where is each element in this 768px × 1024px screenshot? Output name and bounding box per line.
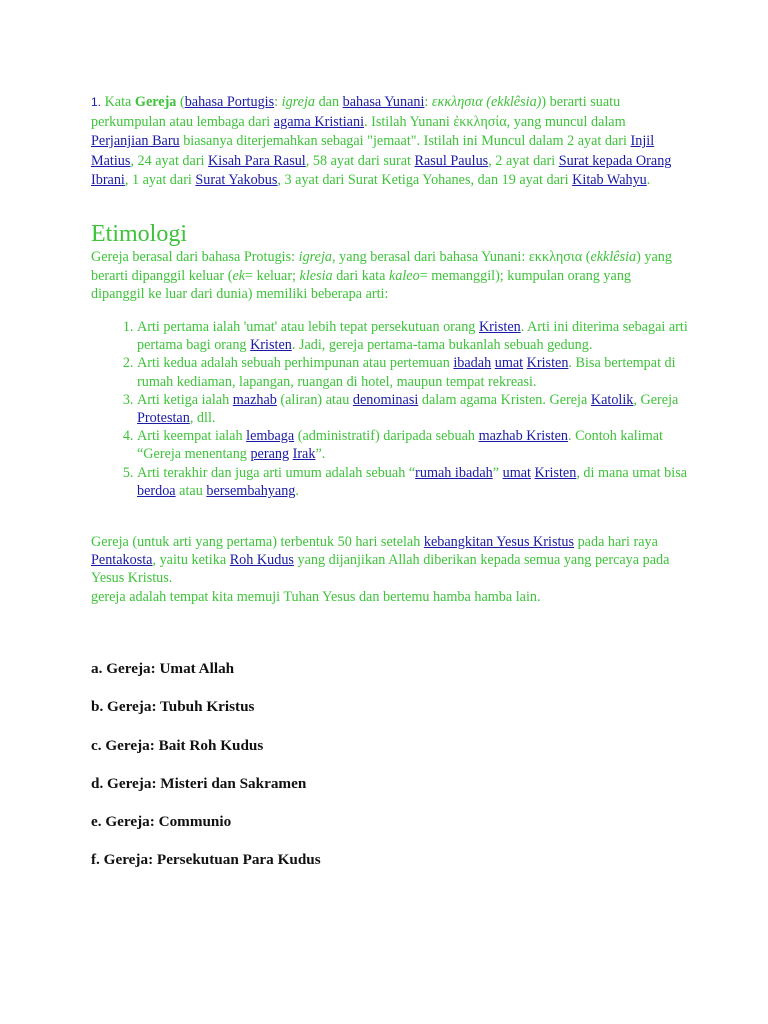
list-item: 5. Arti terakhir dan juga arti umum adalah sebuah “rumah ibadah” umat Kristen, di mana umat bisa berdoa atau bersembahyang. (137, 464, 702, 500)
link-bahasa-yunani[interactable]: bahasa Yunani (342, 94, 425, 110)
list-number: 1. (91, 95, 102, 109)
link-lembaga[interactable]: lembaga (246, 428, 295, 445)
link-ibadah[interactable]: ibadah (453, 355, 492, 372)
link-agama-kristiani[interactable]: agama Kristiani (273, 113, 365, 130)
link-mazhab-kristen[interactable]: mazhab Kristen (478, 428, 568, 445)
link-irak[interactable]: Irak (292, 446, 316, 463)
link-roh-kudus[interactable]: Roh Kudus (229, 552, 294, 569)
link-protestan[interactable]: Protestan (137, 410, 190, 427)
etymology-paragraph: Gereja berasal dari bahasa Protugis: igreja, yang berasal dari bahasa Yunani: εκκλησια (ekklêsia) yang berarti dipanggil keluar (ek= keluar; klesia dari kata kaleo= memanggil); kumpulan orang yang dipanggil ke luar dari dunia) memiliki beberapa arti: (91, 249, 672, 302)
list-item: 2. Arti kedua adalah sebuah perhimpunan atau pertemuan ibadah umat Kristen. Bisa bertempat di rumah kediaman, lapangan, ruangan di hotel, maupun tempat rekreasi. (137, 354, 702, 390)
link-katolik[interactable]: Katolik (590, 391, 634, 408)
list-item: 4. Arti keempat ialah lembaga (administratif) daripada sebuah mazhab Kristen. Contoh kalimat “Gereja menentang perang Irak”. (137, 427, 702, 463)
link-umat[interactable]: umat (502, 464, 531, 481)
link-surat-yakobus[interactable]: Surat Yakobus (195, 172, 278, 189)
link-kebangkitan-yesus-kristus[interactable]: kebangkitan Yesus Kristus (423, 534, 575, 550)
subheading-bait-roh-kudus: c. Gereja: Bait Roh Kudus (91, 737, 264, 754)
subheading-umat-allah: a. Gereja: Umat Allah (91, 660, 235, 677)
subheading-misteri-sakramen: d. Gereja: Misteri dan Sakramen (91, 775, 307, 792)
term-gereja: Gereja (134, 94, 177, 110)
closing-line: gereja adalah tempat kita memuji Tuhan Yesus dan bertemu hamba hamba lain. (91, 588, 541, 605)
link-rumah-ibadah[interactable]: rumah ibadah (415, 464, 493, 481)
link-kristen[interactable]: Kristen (478, 319, 521, 335)
link-kitab-wahyu[interactable]: Kitab Wahyu (572, 172, 647, 189)
link-perang[interactable]: perang (250, 446, 290, 463)
link-denominasi[interactable]: denominasi (352, 391, 419, 408)
list-item: 1. Arti pertama ialah 'umat' atau lebih tepat persekutuan orang Kristen. Arti ini diterima sebagai arti pertama bagi orang Kristen. Jadi, gereja pertama-tama bukanlah sebuah gedung. (137, 318, 702, 354)
definitions-list (109, 318, 702, 500)
subheading-persekutuan-para-kudus: f. Gereja: Persekutuan Para Kudus (91, 851, 321, 868)
list-item: 3. Arti ketiga ialah mazhab (aliran) atau denominasi dalam agama Kristen. Gereja Katolik, Gereja Protestan, dll. (137, 391, 702, 427)
link-kristen[interactable]: Kristen (250, 337, 292, 354)
link-injil-matius[interactable]: Injil Matius (91, 133, 655, 169)
link-mazhab[interactable]: mazhab (232, 391, 277, 408)
link-bersembahyang[interactable]: bersembahyang (206, 482, 296, 499)
link-rasul-paulus[interactable]: Rasul Paulus (414, 152, 489, 169)
link-perjanjian-baru[interactable]: Perjanjian Baru (91, 133, 180, 150)
subheading-tubuh-kristus: b. Gereja: Tubuh Kristus (91, 698, 255, 715)
subheading-communio: e. Gereja: Communio (91, 813, 232, 830)
link-bahasa-portugis[interactable]: bahasa Portugis (184, 94, 275, 110)
link-kisah-para-rasul[interactable]: Kisah Para Rasul (208, 152, 306, 169)
link-pentakosta[interactable]: Pentakosta (91, 552, 153, 569)
section-heading-etimologi: Etimologi (91, 221, 187, 247)
link-kristen[interactable]: Kristen (534, 464, 577, 481)
intro-paragraph: 1. Kata Gereja (bahasa Portugis: igreja dan bahasa Yunani: εκκλησια (ekklêsia)) berarti suatu perkumpulan atau lembaga dari agama Kristiani. Istilah Yunani ἐκκλησία, yang muncul dalam Perjanjian Baru biasanya diterjemahkan sebagai "jemaat". Istilah ini Muncul dalam 2 ayat dari Injil Matius, 24 ayat dari Kisah Para Rasul, 58 ayat dari surat Rasul Paulus, 2 ayat dari Surat kepada Orang Ibrani, 1 ayat dari Surat Yakobus, 3 ayat dari Surat Ketiga Yohanes, dan 19 ayat dari Kitab Wahyu. (91, 94, 672, 189)
link-kristen[interactable]: Kristen (526, 355, 569, 372)
link-berdoa[interactable]: berdoa (137, 482, 176, 499)
link-umat[interactable]: umat (494, 355, 524, 372)
closing-paragraph: Gereja (untuk arti yang pertama) terbentuk 50 hari setelah kebangkitan Yesus Kristus pada hari raya Pentakosta, yaitu ketika Roh Kudus yang dijanjikan Allah diberikan kepada semua yang percaya pada Yesus Kristus. gereja adalah tempat kita memuji Tuhan Yesus dan bertemu hamba hamba lain. (91, 534, 670, 605)
link-surat-ibrani[interactable]: Surat kepada Orang Ibrani (91, 152, 672, 189)
greek-term: εκκλησια (ekklêsia) (431, 94, 542, 110)
